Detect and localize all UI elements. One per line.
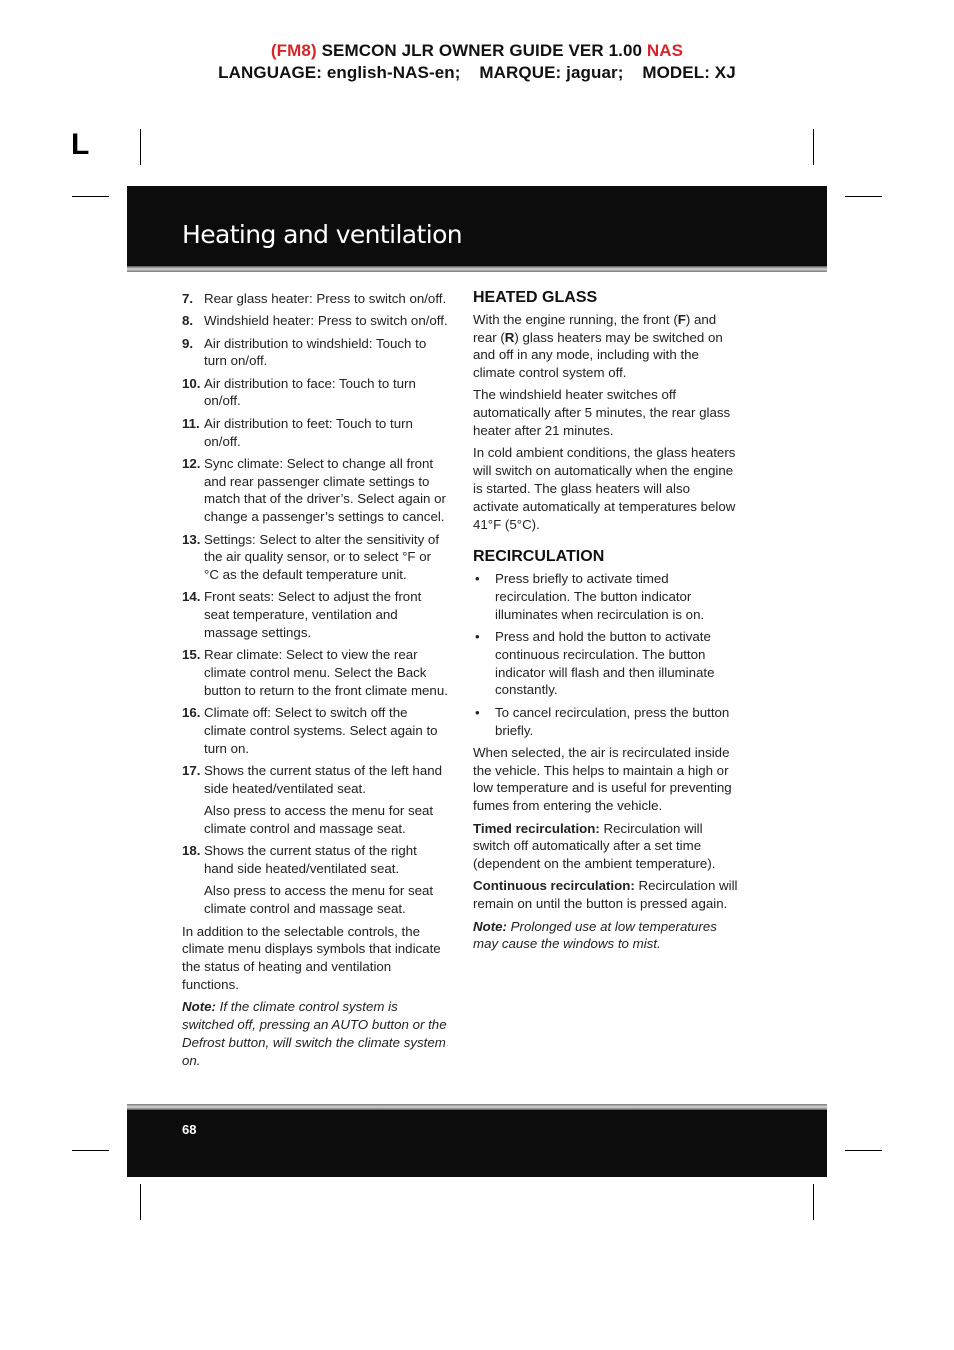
list-item [182,842,448,878]
list-item [182,455,448,526]
header-marque: MARQUE: jaguar; [479,63,624,82]
list-item [182,531,448,584]
timed-text: Recirculation will switch off automatically after a set time (dependent on the ambient temperature). [473,820,716,872]
list-item-subtext: Also press to access the menu for seat climate control and massage seat. [204,803,434,837]
corner-letter: L [71,128,90,161]
header-nas-label: NAS [646,41,684,60]
timed-recirculation-paragraph [473,820,739,873]
crop-mark-top-left-horizontal [72,196,109,197]
left-column [182,290,448,1074]
crop-mark-bottom-left-vertical [140,1184,141,1220]
crop-mark-bottom-right-vertical [813,1184,814,1220]
list-item-number: 8. [182,313,194,329]
recirculation-paragraph: When selected, the air is recirculated inside the vehicle. This helps to maintain a high or low temperature and is useful for preventing fumes from entering the vehicle. [473,744,732,814]
list-item-text: Sync climate: Select to change all front and rear passenger climate settings to match that of the driver’s. Select again or change a passenger’s settings to cancel. [204,455,446,525]
crop-mark-bottom-left-horizontal [72,1150,109,1151]
banner-shine-strip [127,266,827,272]
header-language: LANGUAGE: english-NAS-en; [218,63,461,82]
list-item-number: 10. [182,375,201,391]
list-item-text: Shows the current status of the right hand side heated/ventilated seat. [204,843,417,877]
list-item-number: 14. [182,589,201,605]
rear-glass-symbol: R [504,329,515,345]
list-item-text: Windshield heater: Press to switch on/off. [204,313,448,329]
document-header-line-1 [0,41,954,61]
header-model: MODEL: XJ [642,63,736,82]
climate-note [182,998,448,1069]
header-fm8-label: (FM8) [270,41,317,60]
note-text: If the climate control system is switched off, pressing an AUTO button or the Defrost button, will switch the climate system on. [182,999,447,1068]
climate-menu-paragraph: In addition to the selectable controls, the climate menu displays symbols that indicate the status of heating and ventilation functions. [182,923,441,992]
bullet-text: Press and hold the button to activate continuous recirculation. The button indicator will flash and then illuminate constantly. [495,629,715,698]
heated-glass-paragraph-2: The windshield heater switches off automatically after 5 minutes, the rear glass heater after 21 minutes. [473,387,731,439]
list-item [182,335,448,371]
heated-glass-heading: HEATED GLASS [473,289,598,306]
list-item [182,762,448,798]
bullet-text: To cancel recirculation, press the button briefly. [495,704,730,738]
list-item-text: Rear glass heater: Press to switch on/off. [204,291,447,306]
document-header-line-2 [0,63,954,83]
text-segment: ) and rear ( [473,311,717,345]
list-item-text: Air distribution to face: Touch to turn on/off. [204,375,416,409]
crop-mark-top-right-vertical [813,129,814,165]
note-label: Note: [182,999,216,1015]
list-item-text: Air distribution to windshield: Touch to turn on/off. [204,335,427,369]
list-item-number: 18. [182,843,201,859]
list-item-number: 16. [182,705,201,721]
list-item [182,646,448,699]
bullet-dot: • [475,629,480,645]
list-item-number: 9. [182,335,194,351]
list-item [182,312,448,330]
heated-glass-paragraph-3: In cold ambient conditions, the glass heaters will switch on automatically when the engine is started. The glass heaters will also activate automatically at temperatures below 41°F (5°C). [473,445,736,532]
list-item-number: 15. [182,647,201,663]
bullet-item [473,704,739,740]
bullet-text: Press briefly to activate timed recirculation. The button indicator illuminates when recirculation is on. [495,571,705,622]
list-item-number: 12. [182,455,201,471]
list-item-text: Air distribution to feet: Touch to turn on/off. [204,415,413,449]
section-title: Heating and ventilation [182,220,463,249]
list-item-number: 11. [182,415,200,431]
header-guide-title: SEMCON JLR OWNER GUIDE VER 1.00 [321,41,643,60]
section-title-banner [127,186,827,272]
list-item-subtext: Also press to access the menu for seat climate control and massage seat. [204,883,434,917]
list-item [182,290,448,308]
footer-shine-strip [127,1104,827,1110]
recirculation-note [473,918,739,954]
page-footer-bar [127,1104,827,1177]
list-item-text: Climate off: Select to switch off the climate control systems. Select again to turn on. [204,705,438,756]
timed-label: Timed recirculation: [473,820,600,836]
list-item [182,375,448,411]
list-item-number: 13. [182,531,201,547]
list-item [182,588,448,641]
crop-mark-bottom-right-horizontal [845,1150,882,1151]
recirculation-heading: RECIRCULATION [473,548,605,566]
note-text: Prolonged use at low temperatures may cause the windows to mist. [473,918,717,952]
list-item-text: Front seats: Select to adjust the front seat temperature, ventilation and massage settings. [204,589,422,641]
list-item [182,704,448,757]
list-item-number: 17. [182,763,201,779]
continuous-recirculation-paragraph [473,877,739,913]
crop-mark-top-right-horizontal [845,196,882,197]
note-label: Note: [473,918,507,934]
page-number: 68 [182,1122,197,1137]
front-glass-symbol: F [677,311,686,327]
continuous-text: Recirculation will remain on until the button is pressed again. [473,878,738,912]
list-item [182,415,448,451]
crop-mark-top-left-vertical [140,129,141,165]
list-item-text: Shows the current status of the left hand side heated/ventilated seat. [204,763,443,796]
list-item-number: 7. [182,291,194,306]
heated-glass-paragraph-1 [473,311,739,382]
bullet-dot: • [475,571,480,587]
text-segment: ) glass heaters may be switched on and off in any mode, including with the climate control system off. [473,329,723,381]
list-item-text: Rear climate: Select to view the rear climate control menu. Select the Back button to return to the front climate menu. [204,647,448,698]
bullet-item [473,570,739,623]
bullet-dot: • [475,704,480,720]
bullet-item [473,628,739,699]
text-segment: With the engine running, the front ( [473,311,678,327]
continuous-label: Continuous recirculation: [473,878,635,894]
list-item-text: Settings: Select to alter the sensitivity of the air quality sensor, or to select °F or °C as the default temperature unit. [204,531,440,583]
right-column [473,289,739,958]
